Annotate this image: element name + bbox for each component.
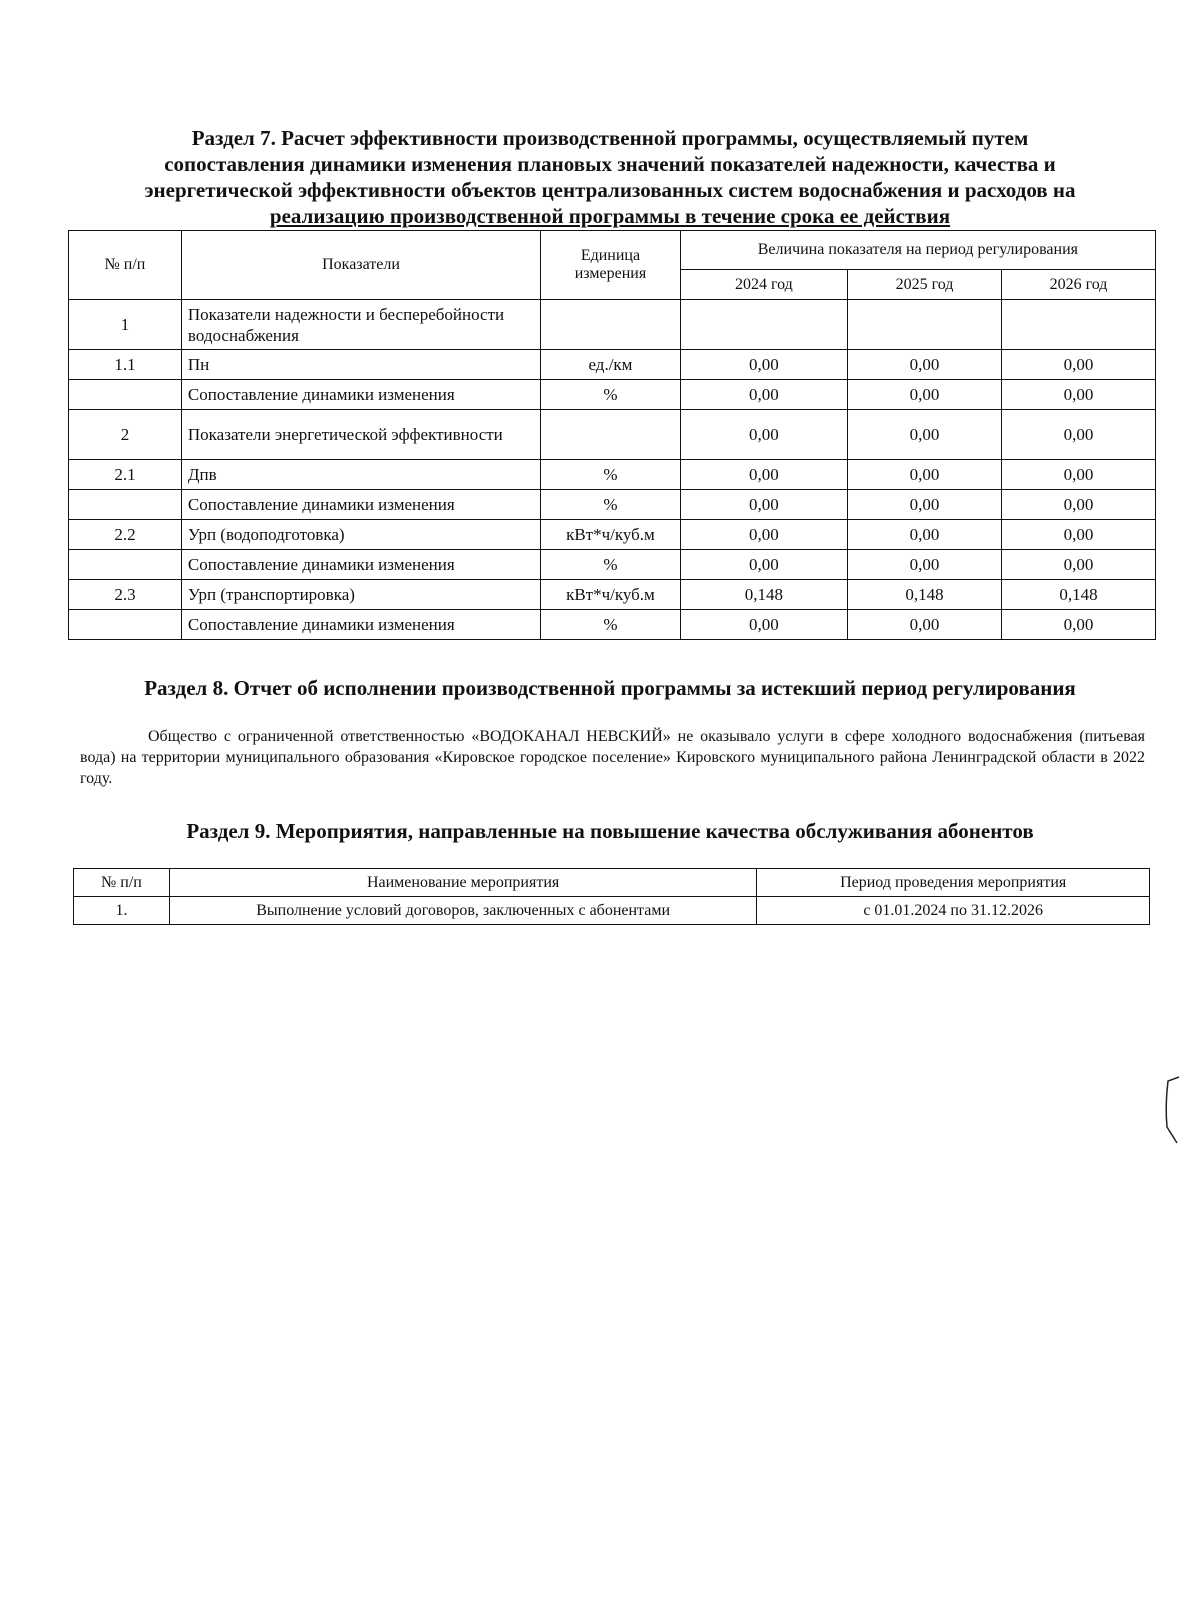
- row-value-2025: 0,00: [848, 460, 1002, 490]
- row-name: Показатели энергетической эффективности: [181, 410, 540, 460]
- section8-title: Раздел 8. Отчет об исполнении производственной программы за истекший период регулирования: [144, 676, 1076, 700]
- row-unit: ед./км: [541, 350, 681, 380]
- table-row: [69, 350, 1156, 380]
- row-value-2024: 0,00: [680, 350, 847, 380]
- table-row: [69, 520, 1156, 550]
- row-num: 2.2: [69, 520, 182, 550]
- row-value-2025: 0,00: [848, 410, 1002, 460]
- row-num: 2.1: [69, 460, 182, 490]
- row-value-2026: 0,00: [1002, 410, 1156, 460]
- row-num: 1.: [74, 897, 170, 925]
- row-value-2025: [848, 300, 1002, 350]
- header-measure-period: Период проведения мероприятия: [757, 869, 1150, 897]
- header-year-2024: 2024 год: [680, 270, 847, 300]
- row-value-2025: 0,00: [848, 550, 1002, 580]
- row-value-2025: 0,00: [848, 350, 1002, 380]
- row-value-2024: 0,00: [680, 460, 847, 490]
- table-row: [69, 610, 1156, 640]
- row-value-2025: 0,00: [848, 490, 1002, 520]
- section7-title-line: Раздел 7. Расчет эффективности производственной программы, осуществляемый путем: [191, 126, 1029, 150]
- efficiency-table: [68, 230, 1156, 640]
- header-measure-name: Наименование мероприятия: [169, 869, 756, 897]
- row-value-2024: 0,00: [680, 520, 847, 550]
- row-value-2026: 0,148: [1002, 580, 1156, 610]
- header-period: Величина показателя на период регулирования: [680, 231, 1155, 270]
- row-num: [69, 380, 182, 410]
- measures-table: [73, 868, 1150, 925]
- table-row: [69, 410, 1156, 460]
- row-value-2026: 0,00: [1002, 350, 1156, 380]
- row-value-2024: 0,148: [680, 580, 847, 610]
- section9-title: Раздел 9. Мероприятия, направленные на повышение качества обслуживания абонентов: [186, 819, 1034, 843]
- row-unit: [541, 300, 681, 350]
- row-value-2024: 0,00: [680, 410, 847, 460]
- scan-bracket-mark: [1163, 1075, 1183, 1145]
- row-name: Сопоставление динамики изменения: [181, 380, 540, 410]
- header-indicator: Показатели: [181, 231, 540, 300]
- row-value-2026: 0,00: [1002, 610, 1156, 640]
- row-name: Сопоставление динамики изменения: [181, 550, 540, 580]
- row-unit: %: [541, 550, 681, 580]
- row-num: 2: [69, 410, 182, 460]
- table-row: [69, 580, 1156, 610]
- row-name: Сопоставление динамики изменения: [181, 610, 540, 640]
- row-value-2024: 0,00: [680, 490, 847, 520]
- row-value-2024: 0,00: [680, 610, 847, 640]
- row-name: Урп (водоподготовка): [181, 520, 540, 550]
- table-row: [69, 380, 1156, 410]
- row-unit: %: [541, 460, 681, 490]
- row-value-2026: 0,00: [1002, 460, 1156, 490]
- row-num: 1: [69, 300, 182, 350]
- row-name: Пн: [181, 350, 540, 380]
- row-name: Сопоставление динамики изменения: [181, 490, 540, 520]
- section7-title-line: сопоставления динамики изменения плановых значений показателей надежности, качества и: [164, 152, 1056, 176]
- row-unit: кВт*ч/куб.м: [541, 520, 681, 550]
- row-unit: %: [541, 610, 681, 640]
- section7-title: [70, 125, 1150, 229]
- row-value-2024: [680, 300, 847, 350]
- row-unit: %: [541, 380, 681, 410]
- header-num: № п/п: [74, 869, 170, 897]
- row-value-2024: 0,00: [680, 550, 847, 580]
- header-unit: Единица измерения: [541, 231, 681, 300]
- header-year-2026: 2026 год: [1002, 270, 1156, 300]
- table-row: [74, 897, 1150, 925]
- section7-title-line: реализацию производственной программы в течение срока ее действия: [269, 204, 951, 228]
- row-unit: [541, 410, 681, 460]
- row-value-2025: 0,00: [848, 520, 1002, 550]
- row-value-2025: 0,00: [848, 380, 1002, 410]
- row-name: Дпв: [181, 460, 540, 490]
- row-name: Урп (транспортировка): [181, 580, 540, 610]
- table-row: [69, 300, 1156, 350]
- header-year-2025: 2025 год: [848, 270, 1002, 300]
- row-num: [69, 490, 182, 520]
- section7-title-line: энергетической эффективности объектов централизованных систем водоснабжения и расходов на: [144, 178, 1076, 202]
- row-num: [69, 610, 182, 640]
- table-row: [69, 550, 1156, 580]
- row-num: 1.1: [69, 350, 182, 380]
- row-name: Показатели надежности и бесперебойности водоснабжения: [181, 300, 540, 350]
- row-unit: кВт*ч/куб.м: [541, 580, 681, 610]
- row-value-2024: 0,00: [680, 380, 847, 410]
- row-value-2026: [1002, 300, 1156, 350]
- row-value-2025: 0,00: [848, 610, 1002, 640]
- row-num: 2.3: [69, 580, 182, 610]
- row-value-2026: 0,00: [1002, 490, 1156, 520]
- row-measure-name: Выполнение условий договоров, заключенных с абонентами: [169, 897, 756, 925]
- table-row: [69, 490, 1156, 520]
- row-unit: %: [541, 490, 681, 520]
- row-value-2026: 0,00: [1002, 520, 1156, 550]
- row-num: [69, 550, 182, 580]
- header-num: № п/п: [69, 231, 182, 300]
- section8-text: Общество с ограниченной ответственностью «ВОДОКАНАЛ НЕВСКИЙ» не оказывало услуги в сфере холодного водоснабжения (питьевая вода) на территории муниципального образования «Кировское городское поселение» Кировского муниципального района Ленинградской области в 2022 году.: [80, 728, 1145, 787]
- row-value-2026: 0,00: [1002, 550, 1156, 580]
- row-value-2025: 0,148: [848, 580, 1002, 610]
- table-row: [69, 460, 1156, 490]
- row-measure-period: с 01.01.2024 по 31.12.2026: [757, 897, 1150, 925]
- row-value-2026: 0,00: [1002, 380, 1156, 410]
